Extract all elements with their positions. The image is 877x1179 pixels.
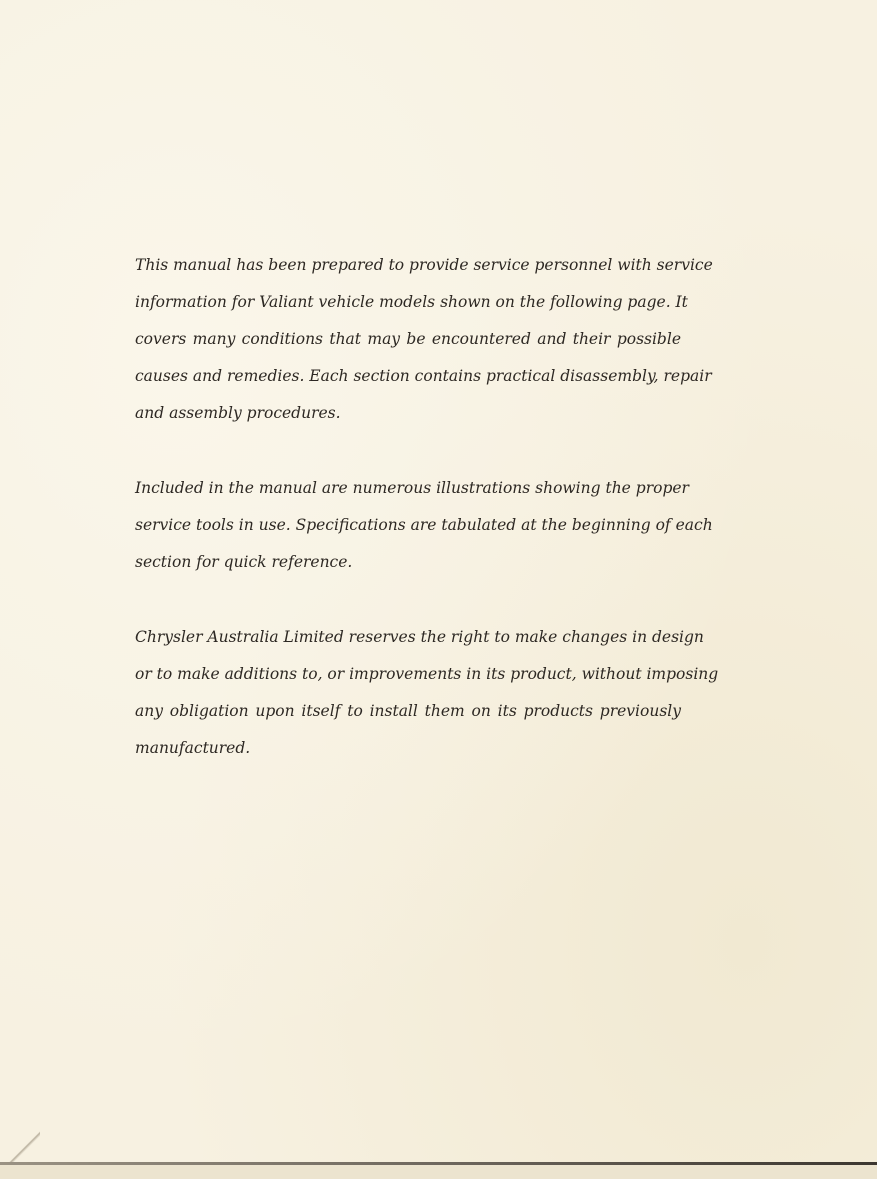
text-line: and assembly procedures. <box>135 404 341 422</box>
text-line: covers many conditions that may be encountered and their possible <box>135 330 681 348</box>
text-line: Chrysler Australia Limited reserves the right to make changes in design <box>135 628 704 646</box>
text-line: information for Valiant vehicle models shown on the following page. It <box>135 293 688 311</box>
text-line: any obligation upon itself to install them on its products previously <box>135 702 681 720</box>
page-corner-crease <box>0 1120 40 1165</box>
preface-paragraph-disclaimer <box>135 622 719 770</box>
manual-preface <box>135 250 719 808</box>
text-line: Included in the manual are numerous illustrations showing the proper <box>135 479 689 497</box>
preface-paragraph-purpose <box>135 250 713 435</box>
preface-paragraph-illustrations <box>135 473 713 584</box>
text-line: or to make additions to, or improvements in its product, without imposing <box>135 665 719 683</box>
text-line: service tools in use. Specifications are tabulated at the beginning of each <box>135 516 713 534</box>
text-line: manufactured. <box>135 739 251 757</box>
text-line: section for quick reference. <box>135 553 353 571</box>
page-bottom-margin <box>0 1165 877 1179</box>
text-line: This manual has been prepared to provide service personnel with service <box>135 256 713 274</box>
text-line: causes and remedies. Each section contains practical disassembly, repair <box>135 367 712 385</box>
